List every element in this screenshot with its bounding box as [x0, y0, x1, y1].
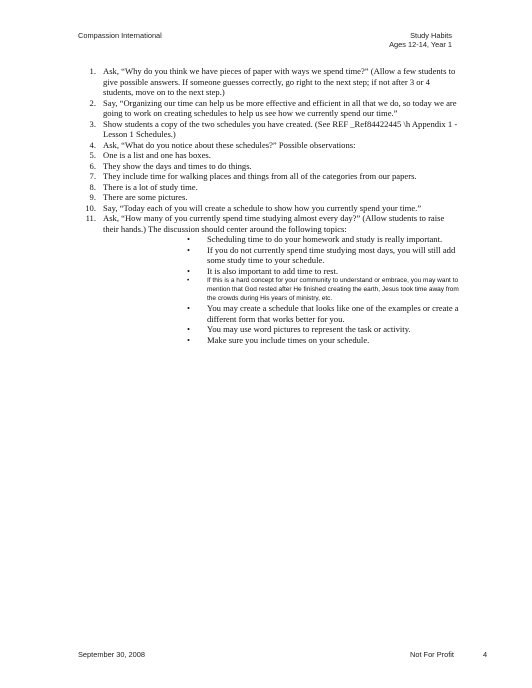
bullet-text: You may create a schedule that looks like one of the examples or create a different form that works better for you. [207, 303, 459, 324]
list-item [80, 171, 460, 182]
item-text: They show the days and times to do things. [103, 160, 252, 171]
list-item [80, 98, 460, 119]
bullet-icon: • [187, 234, 191, 244]
lesson-body [80, 66, 460, 345]
header-org: Compassion International [78, 31, 162, 40]
bullet-text: Scheduling time to do your homework and study is really important. [207, 234, 443, 244]
list-item [80, 66, 460, 98]
header-title-block [389, 31, 452, 49]
header-subtitle: Ages 12-14, Year 1 [389, 40, 452, 49]
item-text: Ask, “How many of you currently spend time studying almost every day?” (Allow students to raise their hands.) The discussion should center around the following topics: [103, 213, 445, 234]
item-number: 5. [89, 150, 96, 160]
bullet-text: If you do not currently spend time studying most days, you will still add some study time to your schedule. [207, 244, 456, 265]
footer-label: Not For Profit [410, 650, 454, 659]
bullet-text: If this is a hard concept for your community to understand or embrace, you may want to mention that God rested after He finished creating the earth, Jesus took time away from the crowds during His years of ministry, etc. [207, 277, 459, 302]
item-number: 3. [89, 118, 96, 129]
bullet-icon: • [187, 265, 191, 276]
item-text: There are some pictures. [103, 192, 188, 202]
list-item [80, 192, 460, 203]
item-text: There is a lot of study time. [103, 181, 198, 192]
page-number: 4 [483, 650, 488, 659]
item-number: 4. [89, 139, 96, 150]
item-number: 7. [89, 171, 96, 181]
bullet-icon: • [187, 324, 191, 334]
header-title: Study Habits [410, 31, 452, 40]
item-text: Say, “Today each of you will create a schedule to show how you currently spend your time.” [103, 202, 422, 213]
footer-date: September 30, 2008 [78, 650, 145, 659]
item-number: 6. [89, 160, 96, 171]
item-number: 8. [89, 181, 96, 192]
list-item [80, 140, 460, 151]
bullet-icon: • [187, 244, 191, 255]
item-text: Ask, “Why do you think we have pieces of paper with ways we spend time?” (Allow a few students to give possible answers. If someone guesses correctly, go right to the next step; if not after 3 or 4 students, move on to the next step.) [103, 66, 456, 97]
bullet-item [187, 276, 460, 303]
item-number: 1. [89, 66, 96, 76]
item-number: 11. [85, 213, 96, 223]
bullet-text: Make sure you include times on your schedule. [207, 334, 370, 345]
item-text: Show students a copy of the two schedules you have created. (See REF _Ref84422445 \h Appendix 1 - Lesson 1 Schedules.) [103, 118, 458, 139]
list-item [80, 161, 460, 172]
list-item [80, 182, 460, 193]
item-text: One is a list and one has boxes. [103, 150, 211, 160]
topic-bullet-list [187, 234, 460, 345]
bullet-icon: • [187, 277, 190, 284]
item-text: Ask, “What do you notice about these schedules?” Possible observations: [103, 139, 356, 150]
bullet-text: You may use word pictures to represent the task or activity. [207, 324, 411, 334]
item-text: They include time for walking places and things from all of the categories from our papers. [103, 171, 417, 181]
list-item [80, 213, 460, 234]
bullet-item [187, 335, 460, 346]
bullet-icon: • [187, 303, 191, 313]
bullet-item [187, 324, 460, 335]
list-item [80, 150, 460, 161]
bullet-text: It is also important to add time to rest. [207, 265, 339, 276]
bullet-item [187, 303, 460, 324]
bullet-item [187, 266, 460, 277]
list-item [80, 203, 460, 214]
bullet-item [187, 245, 460, 266]
item-text: Say, “Organizing our time can help us be more effective and efficient in all that we do, so today we are going to work on creating schedules to help us see how we currently spend our time.” [103, 97, 457, 118]
list-item [80, 119, 460, 140]
bullet-icon: • [187, 334, 191, 345]
item-number: 9. [89, 192, 96, 202]
item-number: 10. [85, 202, 96, 213]
item-number: 2. [89, 97, 96, 108]
bullet-item [187, 234, 460, 245]
